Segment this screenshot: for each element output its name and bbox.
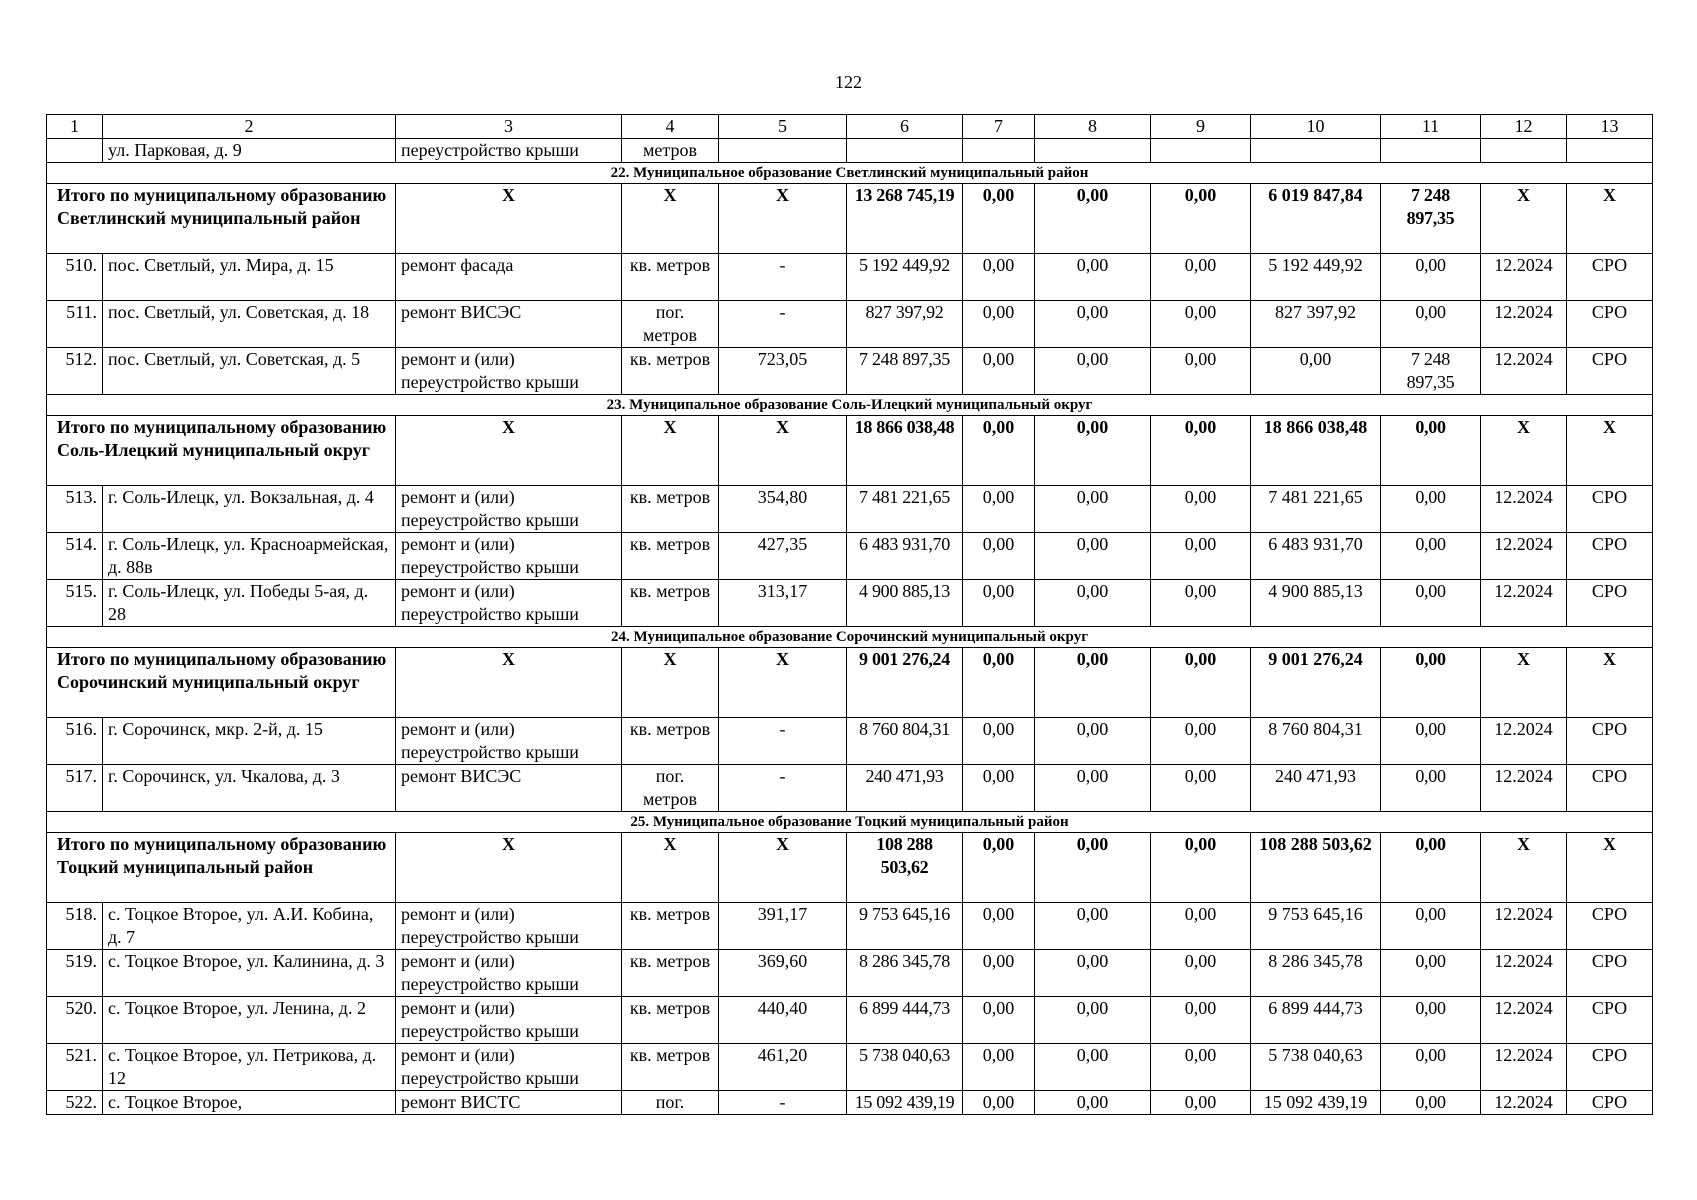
total-c13-cell: Х bbox=[1567, 648, 1653, 718]
value-c8-cell: 0,00 bbox=[1035, 765, 1151, 812]
value-c6-cell: 7 481 221,65 bbox=[847, 486, 963, 533]
address-cell: с. Тоцкое Второе, ул. А.И. Кобина, д. 7 bbox=[103, 903, 396, 950]
work-type-cell: ремонт и (или) переустройство крыши bbox=[396, 950, 622, 997]
column-number: 12 bbox=[1481, 115, 1567, 139]
total-c12-cell: Х bbox=[1481, 416, 1567, 486]
total-c9-cell: 0,00 bbox=[1151, 184, 1251, 254]
value-c5-cell: 313,17 bbox=[719, 580, 847, 627]
value-c11-cell: 0,00 bbox=[1381, 1091, 1481, 1115]
work-type-cell: ремонт фасада bbox=[396, 254, 622, 301]
address-cell: г. Сорочинск, ул. Чкалова, д. 3 bbox=[103, 765, 396, 812]
value-c7-cell: 0,00 bbox=[963, 580, 1035, 627]
value-c7-cell: 0,00 bbox=[963, 765, 1035, 812]
total-c4-cell: Х bbox=[622, 416, 719, 486]
column-number: 13 bbox=[1567, 115, 1653, 139]
total-c3-cell: Х bbox=[396, 833, 622, 903]
row-number-cell: 515. bbox=[47, 580, 103, 627]
address-cell: г. Соль-Илецк, ул. Вокзальная, д. 4 bbox=[103, 486, 396, 533]
section-header-row bbox=[47, 812, 1653, 833]
value-c6-cell: 827 397,92 bbox=[847, 301, 963, 348]
total-row bbox=[47, 648, 1653, 718]
total-c6-cell: 18 866 038,48 bbox=[847, 416, 963, 486]
total-c13-cell: Х bbox=[1567, 184, 1653, 254]
value-c10-cell: 8 286 345,78 bbox=[1251, 950, 1381, 997]
table-row bbox=[47, 486, 1653, 533]
unit-cell: пог. bbox=[622, 1091, 719, 1115]
value-c9-cell: 0,00 bbox=[1151, 533, 1251, 580]
row-number-cell: 520. bbox=[47, 997, 103, 1044]
unit-cell: кв. метров bbox=[622, 254, 719, 301]
value-c12-cell: 12.2024 bbox=[1481, 765, 1567, 812]
value-c13-cell: СРО bbox=[1567, 718, 1653, 765]
table-row bbox=[47, 903, 1653, 950]
value-c13-cell: СРО bbox=[1567, 1091, 1653, 1115]
value-c10-cell: 240 471,93 bbox=[1251, 765, 1381, 812]
value-c7-cell: 0,00 bbox=[963, 1044, 1035, 1091]
value-c9-cell: 0,00 bbox=[1151, 997, 1251, 1044]
table-row bbox=[47, 533, 1653, 580]
column-number: 8 bbox=[1035, 115, 1151, 139]
total-c6-cell: 108 288 503,62 bbox=[847, 833, 963, 903]
value-c10-cell: 7 481 221,65 bbox=[1251, 486, 1381, 533]
value-c6-cell: 8 286 345,78 bbox=[847, 950, 963, 997]
value-c10-cell: 8 760 804,31 bbox=[1251, 718, 1381, 765]
value-c11-cell: 0,00 bbox=[1381, 580, 1481, 627]
value-c12-cell: 12.2024 bbox=[1481, 718, 1567, 765]
total-label: Итого по муниципальному образованию Светлинский муниципальный район bbox=[47, 184, 396, 254]
value-c8-cell: 0,00 bbox=[1035, 580, 1151, 627]
unit-cell: кв. метров bbox=[622, 1044, 719, 1091]
table-row bbox=[47, 765, 1653, 812]
value-c12-cell: 12.2024 bbox=[1481, 950, 1567, 997]
total-c9-cell: 0,00 bbox=[1151, 648, 1251, 718]
value-c6-cell: 9 753 645,16 bbox=[847, 903, 963, 950]
total-c5-cell: Х bbox=[719, 416, 847, 486]
value-c6-cell: 5 192 449,92 bbox=[847, 254, 963, 301]
value-c8-cell: 0,00 bbox=[1035, 950, 1151, 997]
table-row bbox=[47, 1044, 1653, 1091]
section-header-row bbox=[47, 627, 1653, 648]
value-c6-cell: 8 760 804,31 bbox=[847, 718, 963, 765]
address-cell: г. Соль-Илецк, ул. Победы 5-ая, д. 28 bbox=[103, 580, 396, 627]
work-type-cell: переустройство крыши bbox=[396, 139, 622, 163]
value-c8-cell: 0,00 bbox=[1035, 533, 1151, 580]
value-c6-cell: 15 092 439,19 bbox=[847, 1091, 963, 1115]
address-cell: с. Тоцкое Второе, ул. Петрикова, д. 12 bbox=[103, 1044, 396, 1091]
total-c5-cell: Х bbox=[719, 833, 847, 903]
value-c5-cell: 369,60 bbox=[719, 950, 847, 997]
value-c8-cell: 0,00 bbox=[1035, 254, 1151, 301]
table-row bbox=[47, 580, 1653, 627]
value-c5-cell: - bbox=[719, 718, 847, 765]
unit-cell: кв. метров bbox=[622, 486, 719, 533]
total-c8-cell: 0,00 bbox=[1035, 184, 1151, 254]
capital-repair-table bbox=[46, 114, 1653, 1115]
value-c5-cell: - bbox=[719, 301, 847, 348]
section-title: 24. Муниципальное образование Сорочинский муниципальный округ bbox=[47, 627, 1653, 648]
unit-cell: пог. метров bbox=[622, 765, 719, 812]
value-c6-cell: 5 738 040,63 bbox=[847, 1044, 963, 1091]
total-c7-cell: 0,00 bbox=[963, 833, 1035, 903]
value-c8-cell: 0,00 bbox=[1035, 486, 1151, 533]
value-c7-cell: 0,00 bbox=[963, 533, 1035, 580]
value-c10-cell: 5 192 449,92 bbox=[1251, 254, 1381, 301]
value-c11-cell: 7 248 897,35 bbox=[1381, 348, 1481, 395]
column-number: 7 bbox=[963, 115, 1035, 139]
value-c12-cell: 12.2024 bbox=[1481, 301, 1567, 348]
value-c8-cell: 0,00 bbox=[1035, 348, 1151, 395]
value-c11-cell: 0,00 bbox=[1381, 1044, 1481, 1091]
empty-cell bbox=[847, 139, 963, 163]
work-type-cell: ремонт и (или) переустройство крыши bbox=[396, 997, 622, 1044]
total-c11-cell: 7 248 897,35 bbox=[1381, 184, 1481, 254]
value-c5-cell: - bbox=[719, 254, 847, 301]
value-c12-cell: 12.2024 bbox=[1481, 903, 1567, 950]
work-type-cell: ремонт и (или) переустройство крыши bbox=[396, 533, 622, 580]
value-c7-cell: 0,00 bbox=[963, 486, 1035, 533]
total-c7-cell: 0,00 bbox=[963, 184, 1035, 254]
row-number-cell: 514. bbox=[47, 533, 103, 580]
work-type-cell: ремонт и (или) переустройство крыши bbox=[396, 903, 622, 950]
total-c11-cell: 0,00 bbox=[1381, 416, 1481, 486]
value-c5-cell: 391,17 bbox=[719, 903, 847, 950]
unit-cell: кв. метров bbox=[622, 997, 719, 1044]
work-type-cell: ремонт и (или) переустройство крыши bbox=[396, 718, 622, 765]
total-c5-cell: Х bbox=[719, 184, 847, 254]
total-row bbox=[47, 184, 1653, 254]
value-c5-cell: 427,35 bbox=[719, 533, 847, 580]
value-c11-cell: 0,00 bbox=[1381, 301, 1481, 348]
work-type-cell: ремонт и (или) переустройство крыши bbox=[396, 486, 622, 533]
row-number-cell: 512. bbox=[47, 348, 103, 395]
value-c7-cell: 0,00 bbox=[963, 718, 1035, 765]
total-c3-cell: Х bbox=[396, 184, 622, 254]
table-row bbox=[47, 254, 1653, 301]
value-c9-cell: 0,00 bbox=[1151, 765, 1251, 812]
value-c10-cell: 9 753 645,16 bbox=[1251, 903, 1381, 950]
total-c10-cell: 9 001 276,24 bbox=[1251, 648, 1381, 718]
address-cell: с. Тоцкое Второе, bbox=[103, 1091, 396, 1115]
value-c12-cell: 12.2024 bbox=[1481, 580, 1567, 627]
value-c11-cell: 0,00 bbox=[1381, 903, 1481, 950]
table-row bbox=[47, 718, 1653, 765]
value-c13-cell: СРО bbox=[1567, 997, 1653, 1044]
value-c10-cell: 5 738 040,63 bbox=[1251, 1044, 1381, 1091]
unit-cell: кв. метров bbox=[622, 580, 719, 627]
value-c12-cell: 12.2024 bbox=[1481, 1044, 1567, 1091]
value-c12-cell: 12.2024 bbox=[1481, 348, 1567, 395]
value-c8-cell: 0,00 bbox=[1035, 718, 1151, 765]
empty-cell bbox=[963, 139, 1035, 163]
value-c11-cell: 0,00 bbox=[1381, 950, 1481, 997]
value-c9-cell: 0,00 bbox=[1151, 950, 1251, 997]
total-c11-cell: 0,00 bbox=[1381, 833, 1481, 903]
column-number: 11 bbox=[1381, 115, 1481, 139]
address-cell: с. Тоцкое Второе, ул. Калинина, д. 3 bbox=[103, 950, 396, 997]
total-c12-cell: Х bbox=[1481, 184, 1567, 254]
total-c7-cell: 0,00 bbox=[963, 648, 1035, 718]
value-c11-cell: 0,00 bbox=[1381, 718, 1481, 765]
value-c8-cell: 0,00 bbox=[1035, 997, 1151, 1044]
column-number: 4 bbox=[622, 115, 719, 139]
total-c9-cell: 0,00 bbox=[1151, 833, 1251, 903]
value-c7-cell: 0,00 bbox=[963, 903, 1035, 950]
value-c13-cell: СРО bbox=[1567, 254, 1653, 301]
total-c4-cell: Х bbox=[622, 833, 719, 903]
value-c13-cell: СРО bbox=[1567, 301, 1653, 348]
value-c11-cell: 0,00 bbox=[1381, 254, 1481, 301]
value-c6-cell: 4 900 885,13 bbox=[847, 580, 963, 627]
value-c7-cell: 0,00 bbox=[963, 997, 1035, 1044]
value-c5-cell: 354,80 bbox=[719, 486, 847, 533]
row-number-cell bbox=[47, 139, 103, 163]
row-number-cell: 519. bbox=[47, 950, 103, 997]
value-c13-cell: СРО bbox=[1567, 950, 1653, 997]
value-c9-cell: 0,00 bbox=[1151, 486, 1251, 533]
value-c13-cell: СРО bbox=[1567, 486, 1653, 533]
value-c8-cell: 0,00 bbox=[1035, 301, 1151, 348]
value-c11-cell: 0,00 bbox=[1381, 533, 1481, 580]
unit-cell: кв. метров bbox=[622, 903, 719, 950]
value-c11-cell: 0,00 bbox=[1381, 765, 1481, 812]
empty-cell bbox=[719, 139, 847, 163]
column-number: 9 bbox=[1151, 115, 1251, 139]
unit-cell: пог. метров bbox=[622, 301, 719, 348]
table-row bbox=[47, 1091, 1653, 1115]
total-c6-cell: 13 268 745,19 bbox=[847, 184, 963, 254]
value-c9-cell: 0,00 bbox=[1151, 903, 1251, 950]
value-c7-cell: 0,00 bbox=[963, 950, 1035, 997]
value-c6-cell: 6 899 444,73 bbox=[847, 997, 963, 1044]
row-number-cell: 511. bbox=[47, 301, 103, 348]
table-body bbox=[47, 115, 1653, 1115]
value-c13-cell: СРО bbox=[1567, 348, 1653, 395]
section-header-row bbox=[47, 395, 1653, 416]
row-number-cell: 522. bbox=[47, 1091, 103, 1115]
work-type-cell: ремонт и (или) переустройство крыши bbox=[396, 348, 622, 395]
value-c13-cell: СРО bbox=[1567, 533, 1653, 580]
address-cell: с. Тоцкое Второе, ул. Ленина, д. 2 bbox=[103, 997, 396, 1044]
total-c12-cell: Х bbox=[1481, 833, 1567, 903]
total-c10-cell: 108 288 503,62 bbox=[1251, 833, 1381, 903]
value-c7-cell: 0,00 bbox=[963, 254, 1035, 301]
empty-cell bbox=[1381, 139, 1481, 163]
unit-cell: кв. метров bbox=[622, 533, 719, 580]
unit-cell: кв. метров bbox=[622, 718, 719, 765]
value-c9-cell: 0,00 bbox=[1151, 580, 1251, 627]
value-c7-cell: 0,00 bbox=[963, 1091, 1035, 1115]
total-c10-cell: 6 019 847,84 bbox=[1251, 184, 1381, 254]
value-c13-cell: СРО bbox=[1567, 580, 1653, 627]
total-c8-cell: 0,00 bbox=[1035, 833, 1151, 903]
value-c5-cell: 723,05 bbox=[719, 348, 847, 395]
column-number: 6 bbox=[847, 115, 963, 139]
page-number: 122 bbox=[835, 72, 862, 92]
value-c5-cell: 461,20 bbox=[719, 1044, 847, 1091]
value-c9-cell: 0,00 bbox=[1151, 254, 1251, 301]
empty-cell bbox=[1151, 139, 1251, 163]
total-c12-cell: Х bbox=[1481, 648, 1567, 718]
work-type-cell: ремонт ВИСЭС bbox=[396, 765, 622, 812]
empty-cell bbox=[1567, 139, 1653, 163]
work-type-cell: ремонт ВИСЭС bbox=[396, 301, 622, 348]
value-c6-cell: 6 483 931,70 bbox=[847, 533, 963, 580]
row-number-cell: 513. bbox=[47, 486, 103, 533]
section-header-row bbox=[47, 163, 1653, 184]
total-c13-cell: Х bbox=[1567, 416, 1653, 486]
empty-cell bbox=[1035, 139, 1151, 163]
row-number-cell: 517. bbox=[47, 765, 103, 812]
address-cell: пос. Светлый, ул. Мира, д. 15 bbox=[103, 254, 396, 301]
address-cell: ул. Парковая, д. 9 bbox=[103, 139, 396, 163]
section-title: 25. Муниципальное образование Тоцкий муниципальный район bbox=[47, 812, 1653, 833]
column-number: 3 bbox=[396, 115, 622, 139]
value-c10-cell: 827 397,92 bbox=[1251, 301, 1381, 348]
table-row bbox=[47, 950, 1653, 997]
work-type-cell: ремонт ВИСТС bbox=[396, 1091, 622, 1115]
continued-row bbox=[47, 139, 1653, 163]
row-number-cell: 516. bbox=[47, 718, 103, 765]
value-c5-cell: 440,40 bbox=[719, 997, 847, 1044]
total-label: Итого по муниципальному образованию Тоцкий муниципальный район bbox=[47, 833, 396, 903]
value-c5-cell: - bbox=[719, 1091, 847, 1115]
total-c8-cell: 0,00 bbox=[1035, 416, 1151, 486]
value-c10-cell: 6 483 931,70 bbox=[1251, 533, 1381, 580]
value-c10-cell: 0,00 bbox=[1251, 348, 1381, 395]
value-c8-cell: 0,00 bbox=[1035, 1091, 1151, 1115]
section-title: 22. Муниципальное образование Светлинский муниципальный район bbox=[47, 163, 1653, 184]
section-title: 23. Муниципальное образование Соль-Илецкий муниципальный округ bbox=[47, 395, 1653, 416]
value-c9-cell: 0,00 bbox=[1151, 348, 1251, 395]
table-row bbox=[47, 348, 1653, 395]
total-c11-cell: 0,00 bbox=[1381, 648, 1481, 718]
total-c4-cell: Х bbox=[622, 648, 719, 718]
value-c12-cell: 12.2024 bbox=[1481, 486, 1567, 533]
empty-cell bbox=[1481, 139, 1567, 163]
column-number: 2 bbox=[103, 115, 396, 139]
column-number: 5 bbox=[719, 115, 847, 139]
total-c9-cell: 0,00 bbox=[1151, 416, 1251, 486]
table-row bbox=[47, 301, 1653, 348]
table-row bbox=[47, 997, 1653, 1044]
work-type-cell: ремонт и (или) переустройство крыши bbox=[396, 580, 622, 627]
value-c13-cell: СРО bbox=[1567, 903, 1653, 950]
unit-cell: кв. метров bbox=[622, 950, 719, 997]
row-number-cell: 521. bbox=[47, 1044, 103, 1091]
total-label: Итого по муниципальному образованию Соль-Илецкий муниципальный округ bbox=[47, 416, 396, 486]
value-c11-cell: 0,00 bbox=[1381, 997, 1481, 1044]
value-c7-cell: 0,00 bbox=[963, 301, 1035, 348]
unit-cell: метров bbox=[622, 139, 719, 163]
value-c6-cell: 240 471,93 bbox=[847, 765, 963, 812]
address-cell: пос. Светлый, ул. Советская, д. 5 bbox=[103, 348, 396, 395]
work-type-cell: ремонт и (или) переустройство крыши bbox=[396, 1044, 622, 1091]
total-c8-cell: 0,00 bbox=[1035, 648, 1151, 718]
value-c10-cell: 4 900 885,13 bbox=[1251, 580, 1381, 627]
total-label: Итого по муниципальному образованию Сорочинский муниципальный округ bbox=[47, 648, 396, 718]
empty-cell bbox=[1251, 139, 1381, 163]
row-number-cell: 518. bbox=[47, 903, 103, 950]
value-c8-cell: 0,00 bbox=[1035, 1044, 1151, 1091]
total-c13-cell: Х bbox=[1567, 833, 1653, 903]
value-c7-cell: 0,00 bbox=[963, 348, 1035, 395]
value-c9-cell: 0,00 bbox=[1151, 1044, 1251, 1091]
total-c3-cell: Х bbox=[396, 416, 622, 486]
total-c4-cell: Х bbox=[622, 184, 719, 254]
total-c7-cell: 0,00 bbox=[963, 416, 1035, 486]
address-cell: пос. Светлый, ул. Советская, д. 18 bbox=[103, 301, 396, 348]
value-c12-cell: 12.2024 bbox=[1481, 254, 1567, 301]
value-c13-cell: СРО bbox=[1567, 765, 1653, 812]
total-c5-cell: Х bbox=[719, 648, 847, 718]
value-c9-cell: 0,00 bbox=[1151, 718, 1251, 765]
value-c10-cell: 15 092 439,19 bbox=[1251, 1091, 1381, 1115]
value-c10-cell: 6 899 444,73 bbox=[1251, 997, 1381, 1044]
column-number: 10 bbox=[1251, 115, 1381, 139]
value-c6-cell: 7 248 897,35 bbox=[847, 348, 963, 395]
row-number-cell: 510. bbox=[47, 254, 103, 301]
value-c12-cell: 12.2024 bbox=[1481, 997, 1567, 1044]
total-c6-cell: 9 001 276,24 bbox=[847, 648, 963, 718]
value-c11-cell: 0,00 bbox=[1381, 486, 1481, 533]
total-row bbox=[47, 416, 1653, 486]
value-c5-cell: - bbox=[719, 765, 847, 812]
address-cell: г. Сорочинск, мкр. 2-й, д. 15 bbox=[103, 718, 396, 765]
value-c12-cell: 12.2024 bbox=[1481, 533, 1567, 580]
value-c12-cell: 12.2024 bbox=[1481, 1091, 1567, 1115]
column-number-row bbox=[47, 115, 1653, 139]
total-c3-cell: Х bbox=[396, 648, 622, 718]
value-c9-cell: 0,00 bbox=[1151, 301, 1251, 348]
column-number: 1 bbox=[47, 115, 103, 139]
value-c9-cell: 0,00 bbox=[1151, 1091, 1251, 1115]
total-c10-cell: 18 866 038,48 bbox=[1251, 416, 1381, 486]
total-row bbox=[47, 833, 1653, 903]
unit-cell: кв. метров bbox=[622, 348, 719, 395]
value-c8-cell: 0,00 bbox=[1035, 903, 1151, 950]
value-c13-cell: СРО bbox=[1567, 1044, 1653, 1091]
address-cell: г. Соль-Илецк, ул. Красноармейская, д. 88в bbox=[103, 533, 396, 580]
